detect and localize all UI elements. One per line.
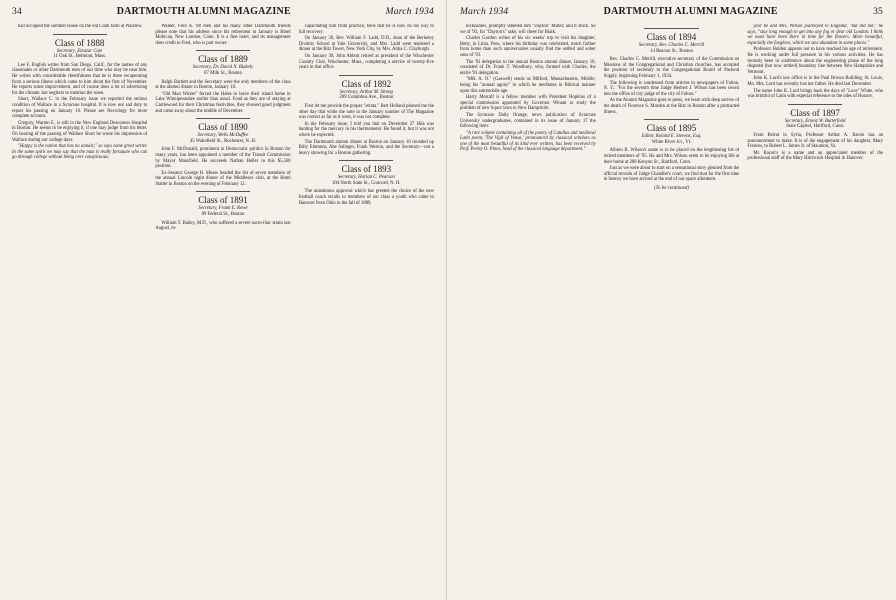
issue-date: March 1934: [460, 7, 509, 17]
paragraph: William T. Bailey, M.D., who suffered a severe sacro-iliac strain last August, in-: [155, 220, 291, 232]
paragraph: capacitating him from practice, feels that he is now on his way to full recovery.: [298, 24, 434, 35]
class-secretary: Secretary, Frank E. Rowe: [198, 206, 248, 212]
page-number: 35: [873, 7, 883, 17]
paragraph: In the February issue, I told you that on December 27 Hila was hunting for the mercury in his thermometer. He found it, but it was not where he expected.: [298, 121, 434, 138]
class-heading: Class of 1894: [646, 32, 697, 42]
paragraph: The name John K. Lord brings back the days of "Luce" White, who was brimful of Latin with especial reference to the odes of Horace.: [747, 88, 884, 100]
page-header: [12, 6, 434, 20]
paragraph: The Dartmouth alumni dinner at Boston on January 10 rounded up Billy Emmons, Abe Salinger, Frank Weston, and the Secretary—not a heavy showing for a Boston gathering.: [298, 139, 434, 156]
section-rule: [196, 191, 250, 192]
secretary-address: 289 Columbus Ave., Boston: [339, 95, 394, 101]
text-column: [299, 24, 434, 600]
secretary-address: 45 Wakefield St., Rochester, N. H.: [189, 138, 257, 144]
secretary-address: 11 Oak St., Belmont, Mass.: [53, 54, 107, 60]
class-heading: Class of 1895: [646, 123, 697, 134]
section-rule: [339, 160, 393, 161]
paragraph: Rev. Charles C. Merrill, executive secretary of the Commission on Missions of the Congregational and Christian churches, has accepted the position of secretary to the Congregational Board of Pastoral Supply, beginning February 1, 1934.: [603, 57, 740, 79]
paragraph: Just as we were about to start on a sensational story gleaned from the official records of Judge Chandler's court, we find that for the first time in history we have arrived at the end of our space allotment.: [603, 166, 740, 183]
section-rule: [339, 75, 393, 76]
class-heading: Class of 1888: [54, 37, 105, 48]
text-column: [604, 24, 740, 600]
class-heading: Class of 1892: [341, 78, 392, 89]
class-secretary: Secretary, Wells McDuffee: [197, 133, 249, 139]
class-heading: Class of 1893: [341, 164, 392, 175]
class-heading: Class of 1889: [198, 54, 248, 65]
magazine-title: DARTMOUTH ALUMNI MAGAZINE: [116, 6, 291, 17]
section-rule: [53, 34, 107, 35]
paragraph: Mr. Bacon's is a name and an appreciated member of the professional staff of the Mary Hitchcock Hospital in Hanover.: [747, 150, 884, 162]
text-column: [155, 24, 290, 600]
paragraph: Gregory, Warren F., is still in the New England Deaconess Hospital in Boston. He seems to be enjoying it, if one may judge from his letter. On hearing of the passing of Wallace Short he wrote his impression of Wallace during our college days.: [12, 120, 148, 143]
paragraph: Professor Holden appears not to have reached his age of retirement. He is working under full pressure in his various activities. He has recently been in conference about the engineering phase of the long disputed (but now settled) boundary line between New Hampshire and Vermont.: [747, 47, 884, 75]
paragraph: "Happy is the nation that has no annals;" so says some great writer. In the same spirit we may say that the man is really fortunate who can go through college without being over conspicuous.: [12, 144, 148, 161]
secretary-address: 14 Beacon St., Boston: [650, 48, 693, 54]
paragraph: The '93 delegation to the annual Boston alumni dinner, January 10, consisted of Dr. Frank T. Woodbury, who, formed with Charles, the entire '93 delegation.: [460, 59, 596, 76]
class-heading: Class of 1890: [198, 122, 248, 133]
secretary-address: 104 North State St., Concord, N. H.: [332, 180, 401, 186]
paragraph: Ralph Bartlett and the Secretary were the only members of the class at the alumni dinner in Boston, January 10.: [155, 79, 291, 91]
paragraph: As the Alumni Magazine goes to press, we learn with deep sorrow of the death of Florence S. Marden at the Ritz in Boston after a protracted illness.: [603, 98, 740, 115]
paragraph: On January 30, Rev. William F. Ladd, D.D., dean of the Berkeley Divinity School at Yale University, and Mrs. Ladd were tendered a dinner at the Ritz Tower, New York City, by Mrs. Alma C. Clayburgh.: [298, 36, 434, 53]
paragraph: Harry Metcalf is a fellow member with President Hopkins of a special commission appointed by Governor Winant to study the problem of new liquor laws in New Hampshire.: [460, 95, 596, 112]
class-secretary: Editor, Roland E. Stevens, Esq.: [641, 134, 702, 140]
paragraph: Lee F. English writes from San Diego, Calif., for the names of any classmates or other Dartmouth men of our time who may be near him. He writes with considerable cheerfulness that he is there recuperating from a serious illness which came to him about the first of November. He reports some improvement, and of course does a lot of advertising for the climate, but neglects to mention the roses.: [12, 62, 148, 96]
column-group: [12, 24, 434, 600]
class-secretary: Secretary, Arthur M. Strong: [339, 89, 393, 95]
secretary-address: State Capitol, Hartford, Conn.: [786, 124, 845, 130]
class-heading: Class of 1897: [790, 107, 840, 118]
paragraph: Albion B. Wilson's name is to be placed on the lengthening list of retired members of '95. He and Mrs. Wilson seem to be enjoying life at their home at 208 Kenyon St., Hartford, Conn.: [603, 148, 740, 165]
paragraph: The Syracuse Daily Orange, news publication of Syracuse University undergraduates, contained in its issue of January 17 the following item:: [460, 112, 596, 130]
paragraph: "MR. A. O." (Gaswell) sends us Milford, Massachusetts, Mobile, being his "annual agony" in which he meditates in Biblical manner upon this automobile age.: [460, 77, 596, 94]
paragraph: John F. McDonald, prominent in Democratic politics in Boston for many years, has been appointed a member of the Transit Commission by Mayor Mansfield. He succeeds Nathan Heller in this $5,500 position.: [155, 147, 291, 170]
paragraph: Walker, Fred A. '88 men and his many other Dartmouth friends please note that his address since his retirement in January is Hotel Mohican, New London, Conn. It is a fine hotel, and its management does credit to Fred, who is part owner.: [155, 24, 291, 46]
paragraph: "Old Man Winter" forced the Hales to leave their island home in Lake Winnipesaukee earlier than usual. Fond as they are of staying at Castlewood for their Christmas festivities, they showed good judgment and came away about the middle of December.: [155, 91, 291, 114]
section-rule: [788, 104, 842, 105]
class-secretary: Secretary, Eleazar Cate: [56, 48, 103, 54]
continued-note: (To be continued): [653, 185, 690, 191]
class-secretary: Secretary, Ernest W. Butterfield: [784, 118, 846, 124]
paragraph: John K. Lord's law office is in the Paul Brown Building, St. Louis, Mo. Mrs. Lord has recently lost her father. He died last December.: [747, 76, 884, 87]
paragraph: Ex-Senator George H. Moses headed the list of seven members of the annual Lincoln night dinner of the Middlesex club, at the Hotel Statler in Boston on the evening of February 12.: [155, 170, 291, 187]
class-heading: Class of 1891: [198, 195, 248, 206]
magazine-title: DARTMOUTH ALUMNI MAGAZINE: [603, 6, 778, 17]
section-rule: [196, 118, 250, 119]
secretary-address: 87 Milk St., Boston: [204, 70, 242, 76]
column-group: [460, 24, 883, 600]
issue-date: March 1934: [385, 7, 434, 17]
left-page: [0, 0, 447, 600]
text-column: [460, 24, 596, 600]
page-number: 34: [12, 7, 22, 17]
page-header: [460, 6, 883, 20]
secretary-address: White River Jct., Vt.: [651, 139, 692, 145]
paragraph: First let me provide the proper "errata." Bert Holland phoned me the other day that while the note in the January number of The Magazine was correct as far as it went, it was not complete.: [298, 103, 434, 121]
class-secretary: Secretary, Dr. David N. Blakely: [192, 65, 254, 71]
paragraph: nicknames, promptly labelled him "Dayton" Miller; and it stuck. So we of '93, for "Dayton's" sake, will cheer for Blaik.: [460, 24, 596, 35]
paragraph: year he and Mrs. Wilson journeyed to England, "but did not," he says, "stay long enough to get into any fog or dear old London. I think we must have been there in time for the flowers. More beautiful, especially the foxglove, which we saw abundant in some places.": [747, 24, 884, 46]
paragraph: Short, Wallace C. in the February issue we reported the serious condition of Wallace in a Syracuse hospital. It is now our sad duty to report his passing on January 10. Please see Necrology for more complete account.: [12, 97, 148, 120]
paragraph: On January 30, John Abbott retired as president of the Winchester Country Club, Winchester, Mass., completing a service of twenty-five years in that office.: [298, 53, 434, 71]
secretary-address: 89 Federal St., Boston: [201, 212, 245, 218]
paragraph: "A rare volume containing all of the poetry of Catullus and medieval Latin poem, 'The Vigil of Venus,' pronounced by classical scholars as one of the most beautiful of its kind ever written, has been received by Prof. Perley O. Place, head of the classical language department.": [460, 130, 596, 153]
paragraph: The unanimous approval which has greeted the choice of the new football coach recalls to members of our class a youth who came to Hanover from Ohio in the fall of 1889.: [298, 189, 434, 206]
section-rule: [644, 28, 698, 29]
section-rule: [196, 50, 250, 51]
class-secretary: Secretary, Rev. Charles C. Merrill: [638, 43, 705, 48]
paragraph: Charles Gordon writes of his six weeks' trip to visit his daughter, Betty, in Lima, Peru, where his birthday was celebrated, much farther from home than such anniversaries usually find the settled and sober sons of '93.: [460, 36, 596, 58]
paragraph: From Beirut in Syria, Professor Arthur A. Bacon has an announcement to make. It is of the engagement of his daughter, Mary Frances, to Robert L. James Jr. of Staunton, Va.: [747, 132, 884, 150]
text-column: [12, 24, 147, 600]
right-page: [448, 0, 895, 600]
class-secretary: Secretary, Harlan C. Pearson: [337, 175, 395, 181]
section-rule: [644, 119, 698, 120]
paragraph: had occupied the summer house on the old Clark farm at Plaistow.: [18, 24, 143, 29]
text-column: [747, 24, 883, 600]
paragraph: The following is condensed from articles in newspapers of Fulton, N. Y.: "For the seventh time Judge Herbert J. Wilson has been sworn into the office of city judge of the city of Fulton.": [603, 80, 740, 97]
